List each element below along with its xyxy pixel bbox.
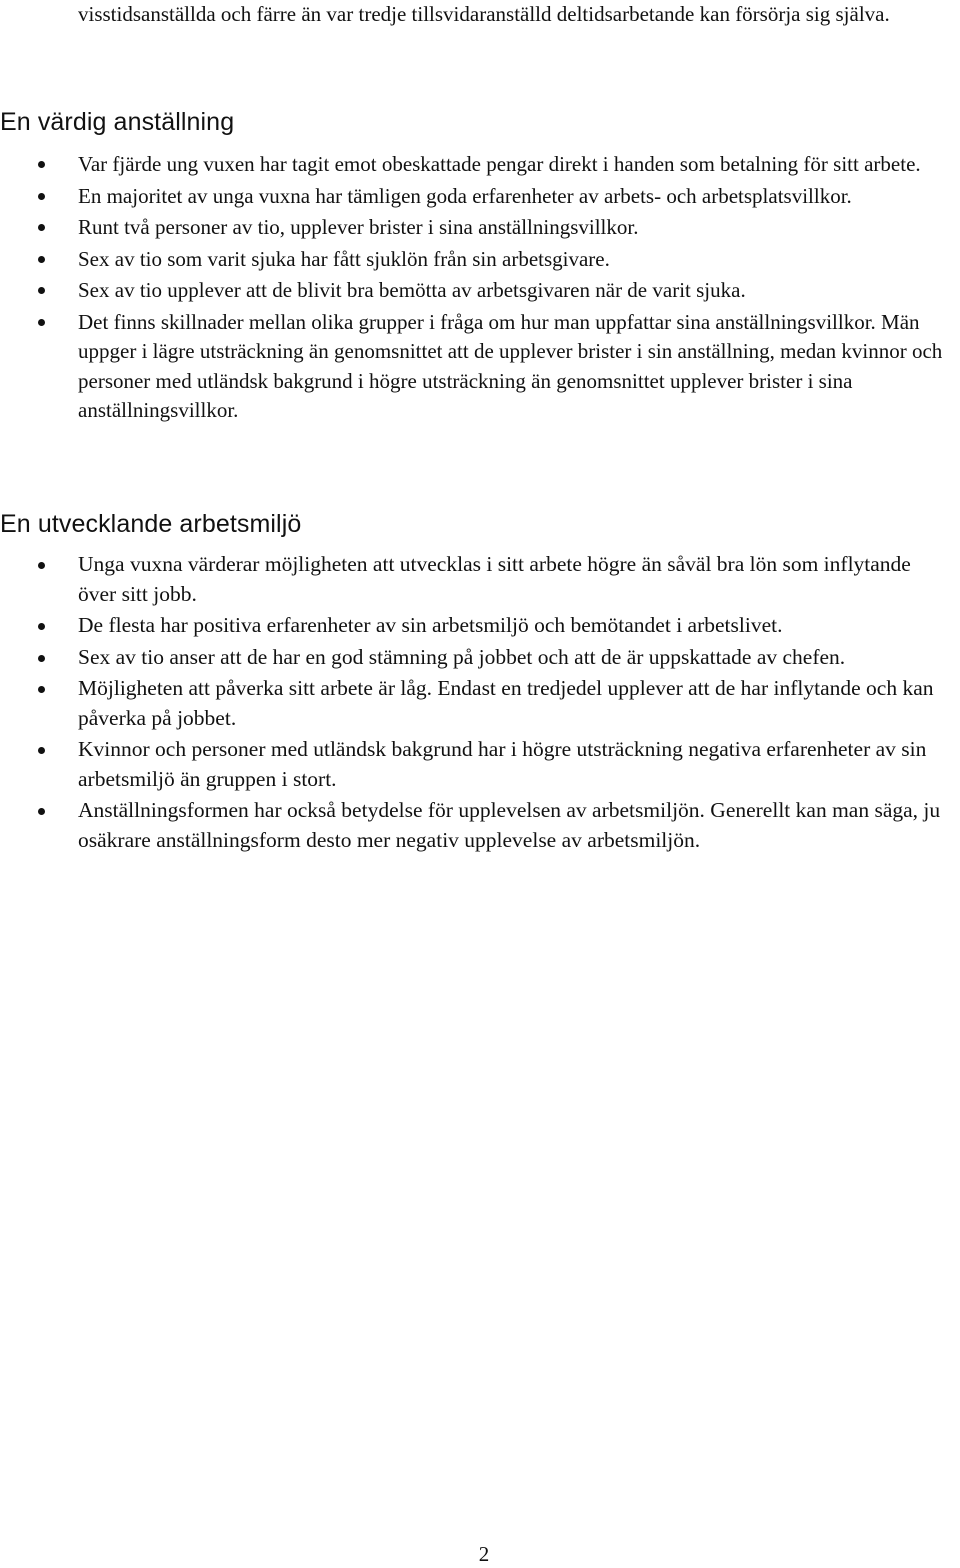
list-item-text: Runt två personer av tio, upplever brister i sina anställningsvillkor. — [78, 215, 639, 239]
bullet-icon — [38, 747, 45, 754]
list-item-text: De flesta har positiva erfarenheter av sin arbetsmiljö och bemötandet i arbetslivet. — [78, 613, 783, 637]
list-item-text: Sex av tio upplever att de blivit bra bemötta av arbetsgivaren när de varit sjuka. — [78, 278, 746, 302]
list-item — [0, 796, 960, 855]
bullet-icon — [38, 562, 45, 569]
list-item-text: En majoritet av unga vuxna har tämligen goda erfarenheter av arbets- och arbetsplatsvillkor. — [78, 183, 852, 208]
page-number: 2 — [478, 1542, 490, 1566]
list-item-text: Sex av tio anser att de har en god stämning på jobbet och att de är uppskattade av chefen. — [78, 644, 846, 669]
bullet-icon — [38, 655, 45, 662]
bullet-list-vardig-anstallning — [0, 150, 960, 428]
section-heading-utvecklande-arbetsmiljo: En utvecklande arbetsmiljö — [0, 510, 302, 538]
list-item-text: Sex av tio som varit sjuka har fått sjuklön från sin arbetsgivare. — [78, 246, 610, 271]
list-item — [0, 643, 960, 673]
list-item — [0, 308, 960, 426]
list-item-text: Unga vuxna värderar möjligheten att utvecklas i sitt arbete högre än såväl bra lön som inflytande över sitt jobb. — [78, 552, 911, 606]
list-item — [0, 674, 960, 733]
bullet-list-utvecklande-arbetsmiljo — [0, 550, 960, 857]
list-item — [0, 245, 960, 275]
list-item — [0, 735, 960, 794]
bullet-icon — [38, 808, 45, 815]
bullet-icon — [38, 686, 45, 693]
bullet-icon — [38, 623, 45, 630]
bullet-icon — [38, 161, 45, 168]
list-item-text: Möjligheten att påverka sitt arbete är låg. Endast en tredjedel upplever att de har inflytande och kan påverka på jobbet. — [78, 676, 934, 730]
bullet-icon — [38, 287, 45, 294]
list-item — [0, 611, 960, 641]
bullet-icon — [38, 256, 45, 263]
list-item — [0, 182, 960, 212]
bullet-icon — [38, 193, 45, 200]
list-item — [0, 550, 960, 609]
list-item-text: Det finns skillnader mellan olika grupper i fråga om hur man uppfattar sina anställningsvillkor. Män uppger i lägre utsträckning än genomsnittet att de upplever brister i sin anställning, medan kvinnor och personer med utländsk bakgrund i högre utsträckning än genomsnittet upplever brister i sina anställningsvillkor. — [78, 309, 943, 422]
list-item — [0, 213, 960, 243]
bullet-icon — [38, 319, 45, 326]
list-item-text: Anställningsformen har också betydelse för upplevelsen av arbetsmiljön. Generellt kan man säga, ju osäkrare anställningsform desto mer negativ upplevelse av arbetsmiljön. — [78, 798, 941, 852]
section-heading-vardig-anstallning: En värdig anställning — [0, 108, 235, 136]
list-item — [0, 276, 960, 306]
list-item — [0, 150, 960, 180]
list-item-text: Kvinnor och personer med utländsk bakgrund har i högre utsträckning negativa erfarenheter av sin arbetsmiljö än gruppen i stort. — [78, 737, 927, 791]
list-item-text: Var fjärde ung vuxen har tagit emot obeskattade pengar direkt i handen som betalning för sitt arbete. — [78, 152, 921, 176]
intro-paragraph: visstidsanställda och färre än var tredje tillsvidaranställd deltidsarbetande kan försörja sig själva. — [78, 2, 890, 26]
bullet-icon — [38, 224, 45, 231]
